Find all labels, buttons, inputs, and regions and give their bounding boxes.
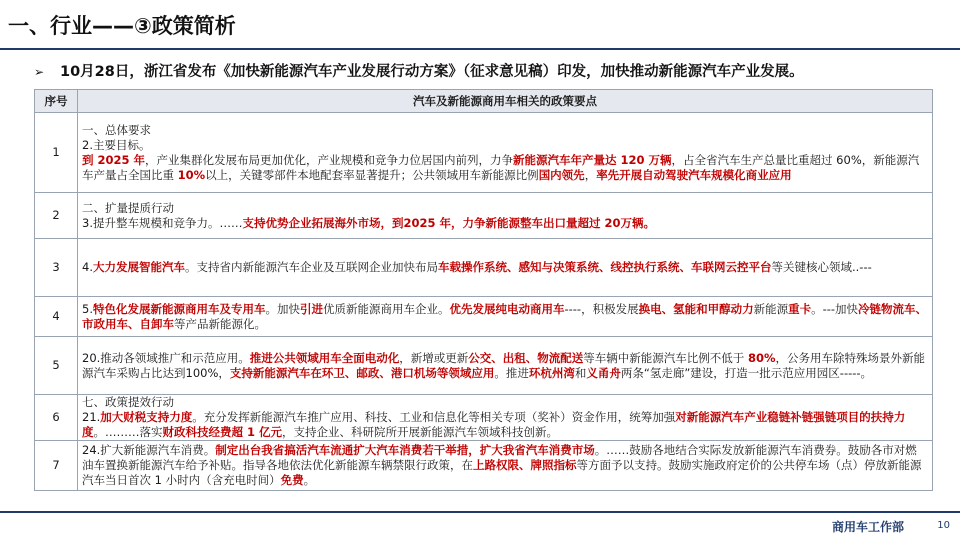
row-index: 4	[35, 297, 78, 337]
policy-text: ，	[584, 167, 597, 182]
policy-line	[82, 302, 928, 332]
policy-text: ，占全省汽车生产总量比重超过 60%，新能源汽车产量占全国比重	[82, 152, 920, 182]
table-row	[35, 395, 933, 441]
policy-text: ，支持企业、科研院所开展新能源汽车领域科技创新。	[282, 425, 559, 439]
row-policy-content	[78, 441, 933, 491]
highlight-text: 免费	[280, 473, 304, 487]
policy-line	[82, 443, 928, 488]
policy-text: 。………落实	[93, 425, 163, 439]
highlight-text: 率先开展自动驾驶汽车规模化商业应用	[596, 167, 792, 182]
highlight-text: 国内领先	[538, 167, 585, 182]
table-row	[35, 193, 933, 239]
highlight-text: 80%	[747, 350, 776, 365]
highlight-text: 推进公共领域用车全面电动化	[249, 350, 400, 365]
table-row	[35, 337, 933, 395]
footer-divider	[0, 511, 960, 513]
summary-text: 10月28日，浙江省发布《加快新能源汽车产业发展行动方案》（征求意见稿）印发，加快推动新能源汽车产业发展。	[60, 64, 804, 80]
highlight-text: 支持优势企业拓展海外市场，到2025 年，力争新能源整车出口量超过 20万辆。	[242, 215, 655, 230]
policy-text: 新能源	[753, 301, 789, 316]
highlight-text: 优先发展纯电动商用车	[449, 301, 565, 316]
policy-line	[82, 351, 928, 381]
policy-line	[82, 395, 928, 410]
table-row	[35, 297, 933, 337]
highlight-text: 冷链物流车、市政用车、自卸车	[82, 301, 928, 331]
row-index: 5	[35, 337, 78, 395]
policy-text: 。加快	[265, 301, 300, 316]
policy-text: ，公务用车除特殊场景外新能源汽车采购占比达到100%，	[82, 350, 925, 380]
policy-text: 20.推动各领域推广和示范应用。	[82, 350, 250, 365]
highlight-text: 特色化发展新能源商用车及专用车	[92, 301, 266, 316]
table-row	[35, 441, 933, 491]
highlight-text: 制定出台我省搞活汽车流通扩大汽车消费若干举措，扩大我省汽车消费市场	[215, 443, 595, 457]
policy-text: 5.	[82, 301, 93, 316]
policy-text: 等产品新能源化。	[174, 316, 266, 331]
page-number: 10	[937, 520, 950, 531]
policy-line	[82, 216, 928, 231]
policy-text: 和	[574, 365, 587, 380]
policy-line	[82, 260, 928, 275]
policy-text: 七、政策提效行动	[82, 395, 174, 409]
highlight-text: 重卡	[788, 301, 812, 316]
highlight-text: 换电、氢能和甲醇动力	[638, 301, 754, 316]
policy-text: ----，积极发展	[564, 301, 639, 316]
arrow-bullet-icon: ➢	[34, 65, 45, 79]
policy-text: 3.提升整车规模和竞争力。……	[82, 215, 243, 230]
policy-text: 一、总体要求	[82, 122, 151, 137]
row-policy-content	[78, 337, 933, 395]
row-index: 3	[35, 239, 78, 297]
title-divider	[0, 48, 960, 50]
footer-department: 商用车工作部	[831, 520, 904, 534]
row-policy-content	[78, 297, 933, 337]
policy-line	[82, 201, 928, 216]
policy-text: 。充分发挥新能源汽车推广应用、科技、工业和信息化等相关专项（奖补）资金作用，统筹加强	[192, 410, 676, 424]
highlight-text: 到 2025 年	[82, 152, 146, 167]
highlight-text: 大力发展智能汽车	[92, 260, 185, 274]
policy-line	[82, 123, 928, 138]
policy-text: 优质新能源商用车企业。	[322, 301, 450, 316]
policy-line	[82, 410, 928, 440]
highlight-text: 公交、出租、物流配送	[468, 350, 584, 365]
column-header-policy: 汽车及新能源商用车相关的政策要点	[78, 90, 933, 113]
policy-table	[34, 89, 933, 491]
table-row	[35, 239, 933, 297]
row-index: 1	[35, 113, 78, 193]
policy-text: 两条“氢走廊”建设，打造一批示范应用园区-----。	[620, 365, 873, 380]
row-policy-content	[78, 113, 933, 193]
policy-text: 4.	[82, 260, 93, 274]
policy-text: 等关键核心领域..---	[771, 260, 872, 274]
row-policy-content	[78, 239, 933, 297]
policy-text: 等车辆中新能源汽车比例不低于	[583, 350, 748, 365]
highlight-text: 对新能源汽车产业稳链补链强链项目的扶持力度	[82, 410, 906, 439]
table-row	[35, 113, 933, 193]
highlight-text: 义甬舟	[586, 365, 621, 380]
highlight-text: 财政科技经费超 1 亿元	[162, 425, 283, 439]
highlight-text: 支持新能源汽车在环卫、邮政、港口机场等领域应用	[229, 365, 495, 380]
highlight-text: 环杭州湾	[528, 365, 575, 380]
policy-text: 。---加快	[811, 301, 859, 316]
highlight-text: 10%	[177, 167, 206, 182]
row-policy-content	[78, 193, 933, 239]
policy-text: 。支持省内新能源汽车企业及互联网企业加快布局	[184, 260, 438, 274]
policy-line	[82, 153, 928, 183]
policy-text: 。……鼓励各地结合实际发放新能源汽车消费券。鼓励各市对燃油车置换新能源汽车给予补贴。指导各地依法优化新能源车辆禁限行政策，在	[82, 443, 917, 472]
policy-text: 21.	[82, 410, 101, 424]
highlight-text: 加大财税支持力度	[100, 410, 193, 424]
policy-text: 。	[303, 473, 316, 487]
highlight-text: 上路权限、牌照指标	[473, 458, 577, 472]
highlight-text: 引进	[299, 301, 323, 316]
policy-text: 24.扩大新能源汽车消费。	[82, 443, 216, 457]
policy-text: ，新增或更新	[399, 350, 469, 365]
policy-text: 。推进	[494, 365, 529, 380]
policy-text: ，产业集群化发展布局更加优化，产业规模和竞争力位居国内前列，力争	[145, 152, 514, 167]
summary-bullet	[34, 60, 934, 81]
row-policy-content	[78, 395, 933, 441]
policy-text: 二、扩量提质行动	[82, 200, 174, 215]
page-title: 一、行业——③政策简析	[8, 14, 236, 38]
row-index: 6	[35, 395, 78, 441]
column-header-index: 序号	[35, 90, 78, 113]
table-header-row	[35, 90, 933, 113]
policy-text: 等方面予以支持。鼓励实施政府定价的公共停车场（点）停放新能源汽车当日首次 1 小时内（含充电时间）	[82, 458, 922, 487]
highlight-text: 新能源汽车年产量达 120 万辆	[513, 152, 672, 167]
policy-line	[82, 138, 928, 153]
row-index: 2	[35, 193, 78, 239]
row-index: 7	[35, 441, 78, 491]
policy-text: 以上，关键零部件本地配套率显著提升；公共领域用车新能源比例	[205, 167, 539, 182]
policy-text: 2.主要目标。	[82, 137, 151, 152]
highlight-text: 车载操作系统、感知与决策系统、线控执行系统、车联网云控平台	[437, 260, 772, 274]
